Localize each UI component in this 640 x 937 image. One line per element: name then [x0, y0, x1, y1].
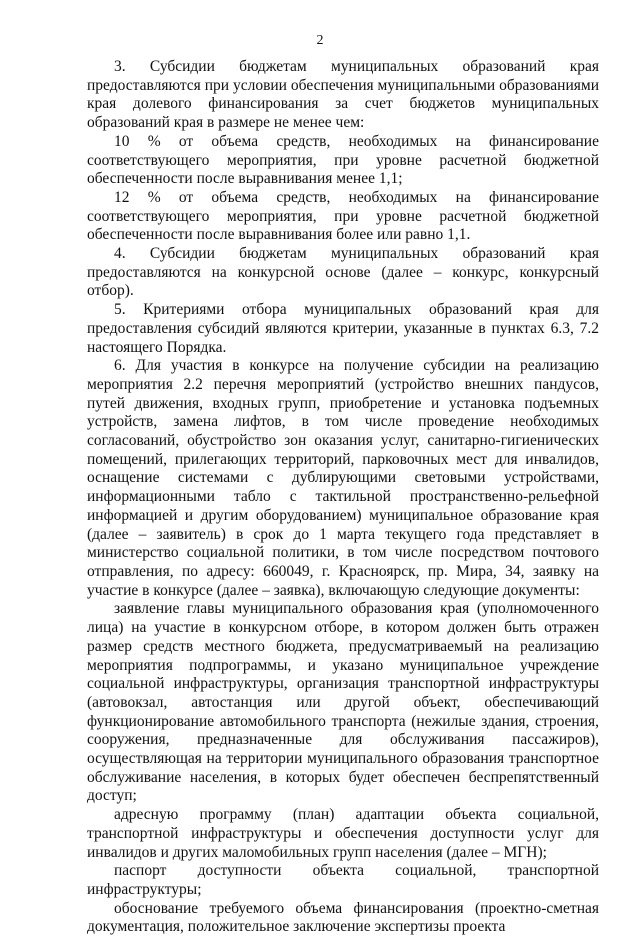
list-item-application: заявление главы муниципального образования края (уполномоченного лица) на участие в конкурсном отборе, в котором должен быть отражен размер средств местного бюджета, предусматриваемый на реализацию мероприятия подпрограммы, и указано муниципальное учреждение социальной инфраструктуры, организация транспортной инфраструктуры (автовокзал, автостанция или другой объект, обеспечивающий функционирование автомобильного транспорта (нежилые здания, строения, сооружения, предназначенные для обслуживания пассажиров), осуществляющая на территории муниципального образования транспортное обслуживание населения, в которых будет обеспечен беспрепятственный доступ; — [87, 600, 599, 805]
page-number: 2 — [316, 33, 324, 48]
paragraph-4: 4. Субсидии бюджетам муниципальных образований края предоставляются на конкурсной основе (далее – конкурс, конкурсный отбор). — [87, 245, 599, 300]
paragraph-12-percent: 12 % от объема средств, необходимых на финансирование соответствующего мероприятия, при уровне расчетной бюджетной обеспеченности после выравнивания более или равно 1,1. — [87, 188, 599, 244]
list-item-justification: обоснование требуемого объема финансирования (проектно-сметная документация, положительное заключение экспертизы проекта — [87, 899, 599, 936]
list-item-address-program: адресную программу (план) адаптации объекта социальной, транспортной инфраструктуры и обеспечения доступности услуг для инвалидов и других маломобильных групп населения (далее – МГН); — [87, 806, 599, 861]
paragraph-3: 3. Субсидии бюджетам муниципальных образований края предоставляются при условии обеспечения муниципальными образованиями края долевого финансирования за счет бюджетов муниципальных образований края в размере не менее чем: — [87, 58, 599, 132]
paragraph-5: 5. Критериями отбора муниципальных образований края для предоставления субсидий являются критерии, указанные в пунктах 6.3, 7.2 настоящего Порядка. — [87, 301, 599, 356]
list-item-passport: паспорт доступности объекта социальной, транспортной инфраструктуры; — [87, 862, 599, 898]
paragraph-6: 6. Для участия в конкурсе на получение субсидии на реализацию мероприятия 2.2 перечня мероприятий (устройство внешних пандусов, путей движения, входных групп, приобретение и установка подъемных устройств, замена лифтов, в том числе проведение необходимых согласований, обустройство зон оказания услуг, санитарно-гигиенических помещений, прилегающих территорий, парковочных мест для инвалидов, оснащение системами с дублирующими световыми устройствами, информационными табло с тактильной пространственно-рельефной информацией и другим оборудованием) муниципальное образование края (далее – заявитель) в срок до 1 марта текущего года представляет в министерство социальной политики, в том числе посредством почтового отправления, по адресу: 660049, г. Красноярск, пр. Мира, 34, заявку на участие в конкурсе (далее – заявка), включающую следующие документы: — [87, 357, 599, 599]
document-body — [87, 58, 599, 937]
paragraph-10-percent: 10 % от объема средств, необходимых на финансирование соответствующего мероприятия, при уровне расчетной бюджетной обеспеченности после выравнивания менее 1,1; — [87, 132, 599, 188]
